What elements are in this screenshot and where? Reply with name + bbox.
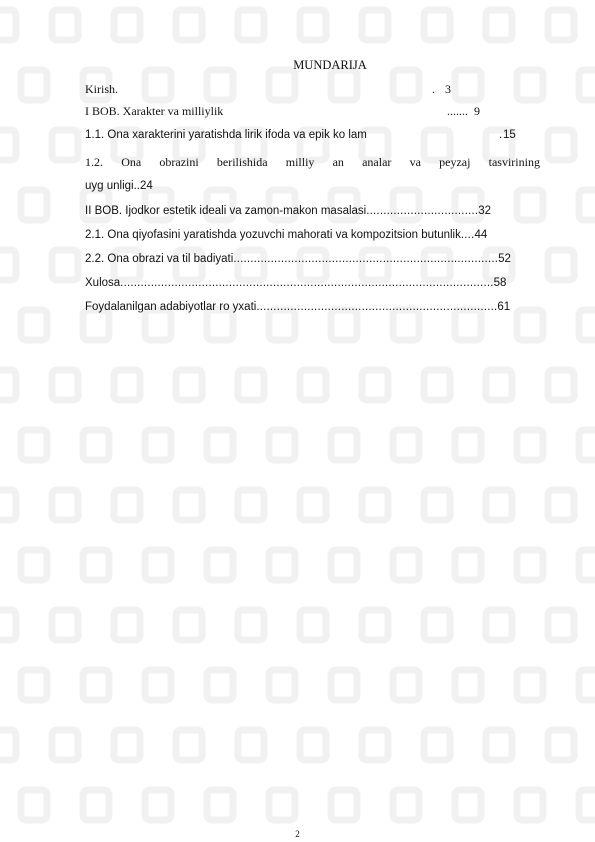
watermark-tile	[0, 370, 16, 400]
watermark-tile	[0, 130, 16, 160]
watermark-tile	[176, 10, 202, 40]
toc-word: 1.2.	[85, 155, 103, 169]
watermark-tile	[517, 790, 543, 820]
watermark-tile	[83, 430, 109, 460]
toc-entry-leader: .	[432, 82, 435, 96]
watermark-tile	[300, 610, 326, 640]
watermark-tile	[83, 790, 109, 820]
watermark-tile	[455, 670, 481, 700]
watermark-tile	[393, 670, 419, 700]
watermark-tile	[269, 70, 295, 100]
toc-entry-chapter-1	[85, 104, 480, 118]
watermark-tile	[0, 610, 16, 640]
watermark-tile	[207, 790, 233, 820]
watermark-tile	[517, 670, 543, 700]
watermark-tile	[207, 70, 233, 100]
watermark-tile	[393, 310, 419, 340]
watermark-tile	[455, 430, 481, 460]
toc-entry-text: Foydalanilgan adabiyotlar ro yxati	[85, 301, 257, 313]
watermark-tile	[238, 10, 264, 40]
watermark-tile	[331, 310, 357, 340]
toc-entry-text: uyg unligi..24	[85, 180, 153, 192]
watermark-tile	[300, 730, 326, 760]
watermark-tile	[362, 10, 388, 40]
watermark-tile	[424, 10, 450, 40]
watermark-tile	[486, 730, 512, 760]
watermark-tile	[393, 430, 419, 460]
toc-entry-text: I BOB. Xarakter va milliylik	[85, 104, 224, 118]
watermark-tile	[21, 670, 47, 700]
toc-word: obrazini	[159, 155, 199, 169]
watermark-tile	[362, 730, 388, 760]
page-number: 2	[295, 829, 300, 839]
watermark-tile	[238, 370, 264, 400]
toc-entry-page: 58	[493, 277, 507, 289]
toc-entry-leader: .......................................................................	[256, 301, 498, 313]
toc-entry-page: 3	[445, 82, 451, 96]
toc-entry-text: 2.2. Ona obrazi va til badiyati	[85, 253, 234, 265]
toc-entry-1-2-line1	[85, 155, 540, 169]
watermark-tile	[579, 550, 595, 580]
toc-entry-leader: ..............................................................................	[233, 253, 499, 265]
watermark-tile	[0, 10, 16, 40]
toc-entry-leader: ....	[460, 229, 475, 241]
watermark-tile	[238, 730, 264, 760]
toc-title: MUNDARIJA	[293, 58, 367, 72]
watermark-tile	[486, 370, 512, 400]
watermark-tile	[486, 490, 512, 520]
toc-word: tasvirining	[488, 155, 540, 169]
toc-word: berilishida	[216, 155, 268, 169]
watermark-tile	[424, 730, 450, 760]
toc-entry-text: Kirish.	[85, 82, 118, 96]
watermark-tile	[362, 490, 388, 520]
watermark-tile	[424, 490, 450, 520]
watermark-tile	[486, 10, 512, 40]
toc-entry-text: 1.1. Ona xarakterini yaratishda lirik ifoda va epik ko lam	[85, 129, 367, 141]
toc-entry-text: 2.1. Ona qiyofasini yaratishda yozuvchi mahorati va kompozitsion butunlik	[85, 229, 461, 241]
watermark-tile	[176, 490, 202, 520]
watermark-tile	[455, 790, 481, 820]
toc-entry-page: 15	[503, 129, 516, 141]
watermark-tile	[548, 250, 574, 280]
toc-entry-page: 9	[474, 104, 480, 118]
watermark-tile	[393, 790, 419, 820]
watermark-tile	[579, 430, 595, 460]
watermark-tile	[517, 70, 543, 100]
toc-entry-text: II BOB. Ijodkor estetik ideali va zamon-makon masalasi	[85, 205, 367, 217]
watermark-tile	[269, 670, 295, 700]
watermark-tile	[455, 310, 481, 340]
watermark-tile	[21, 190, 47, 220]
watermark-tile	[269, 430, 295, 460]
watermark-tile	[300, 10, 326, 40]
watermark-tile	[0, 490, 16, 520]
watermark-tile	[114, 610, 140, 640]
watermark-tile	[145, 310, 171, 340]
watermark-tile	[517, 190, 543, 220]
watermark-tile	[517, 550, 543, 580]
watermark-tile	[579, 310, 595, 340]
watermark-tile	[548, 610, 574, 640]
toc-entry-1-1	[85, 128, 516, 142]
toc-entry-page: 61	[497, 301, 511, 313]
watermark-tile	[517, 310, 543, 340]
toc-word: va	[409, 155, 421, 169]
toc-entry-kirish	[85, 82, 451, 96]
watermark-tile	[52, 730, 78, 760]
watermark-tile	[362, 610, 388, 640]
watermark-tile	[176, 370, 202, 400]
watermark-tile	[331, 550, 357, 580]
watermark-tile	[0, 730, 16, 760]
watermark-tile	[579, 670, 595, 700]
watermark-tile	[83, 670, 109, 700]
watermark-tile	[548, 730, 574, 760]
watermark-tile	[393, 550, 419, 580]
watermark-tile	[52, 250, 78, 280]
watermark-tile	[145, 550, 171, 580]
watermark-tile	[52, 10, 78, 40]
watermark-tile	[21, 550, 47, 580]
toc-entry-2-1	[85, 228, 487, 242]
toc-entry-leader: ..............................................................................................................	[120, 277, 494, 289]
toc-entry-page: 44	[474, 229, 488, 241]
toc-word: peyzaj	[439, 155, 471, 169]
watermark-tile	[331, 670, 357, 700]
watermark-tile	[300, 490, 326, 520]
watermark-tile	[0, 250, 16, 280]
watermark-tile	[207, 670, 233, 700]
toc-entry-2-2	[85, 252, 511, 266]
toc-word: milliy	[285, 155, 315, 169]
toc-entry-leader: .......	[447, 104, 468, 118]
watermark-tile	[579, 790, 595, 820]
watermark-tile	[21, 310, 47, 340]
toc-entry-chapter-2	[85, 204, 491, 218]
watermark-tile	[145, 670, 171, 700]
watermark-tile	[207, 430, 233, 460]
watermark-tile	[21, 70, 47, 100]
watermark-tile	[21, 790, 47, 820]
toc-entry-bibliography	[85, 300, 510, 314]
toc-entry-page: 52	[498, 253, 511, 265]
watermark-tile	[207, 550, 233, 580]
watermark-tile	[52, 130, 78, 160]
watermark-tile	[238, 610, 264, 640]
watermark-tile	[579, 190, 595, 220]
watermark-tile	[424, 370, 450, 400]
watermark-tile	[207, 310, 233, 340]
watermark-tile	[548, 10, 574, 40]
watermark-tile	[52, 370, 78, 400]
watermark-tile	[114, 730, 140, 760]
watermark-tile	[83, 550, 109, 580]
watermark-tile	[362, 370, 388, 400]
toc-entry-leader: .................................	[366, 205, 479, 217]
watermark-tile	[269, 790, 295, 820]
watermark-tile	[331, 430, 357, 460]
watermark-tile	[176, 610, 202, 640]
toc-entry-page: 32	[478, 205, 492, 217]
toc-entry-xulosa	[85, 276, 506, 290]
watermark-tile	[517, 430, 543, 460]
toc-word: analar	[362, 155, 392, 169]
watermark-tile	[176, 730, 202, 760]
watermark-tile	[455, 550, 481, 580]
watermark-tile	[393, 70, 419, 100]
watermark-tile	[331, 790, 357, 820]
watermark-tile	[52, 610, 78, 640]
watermark-tile	[83, 310, 109, 340]
toc-word: Ona	[121, 155, 142, 169]
watermark-tile	[269, 310, 295, 340]
watermark-tile	[21, 430, 47, 460]
toc-entry-text: Xulosa	[85, 277, 121, 289]
watermark-tile	[455, 70, 481, 100]
toc-entry-1-2-line2	[85, 179, 153, 193]
watermark-tile	[300, 370, 326, 400]
watermark-tile	[114, 490, 140, 520]
watermark-tile	[331, 70, 357, 100]
toc-entry-leader: .	[499, 129, 503, 141]
watermark-tile	[486, 610, 512, 640]
watermark-tile	[424, 610, 450, 640]
watermark-tile	[52, 490, 78, 520]
watermark-tile	[114, 370, 140, 400]
watermark-tile	[548, 370, 574, 400]
toc-word: an	[332, 155, 344, 169]
watermark-tile	[145, 70, 171, 100]
watermark-tile	[548, 490, 574, 520]
watermark-tile	[238, 490, 264, 520]
watermark-tile	[114, 10, 140, 40]
watermark-tile	[269, 550, 295, 580]
watermark-tile	[145, 790, 171, 820]
watermark-tile	[145, 430, 171, 460]
watermark-tile	[579, 70, 595, 100]
watermark-tile	[548, 130, 574, 160]
